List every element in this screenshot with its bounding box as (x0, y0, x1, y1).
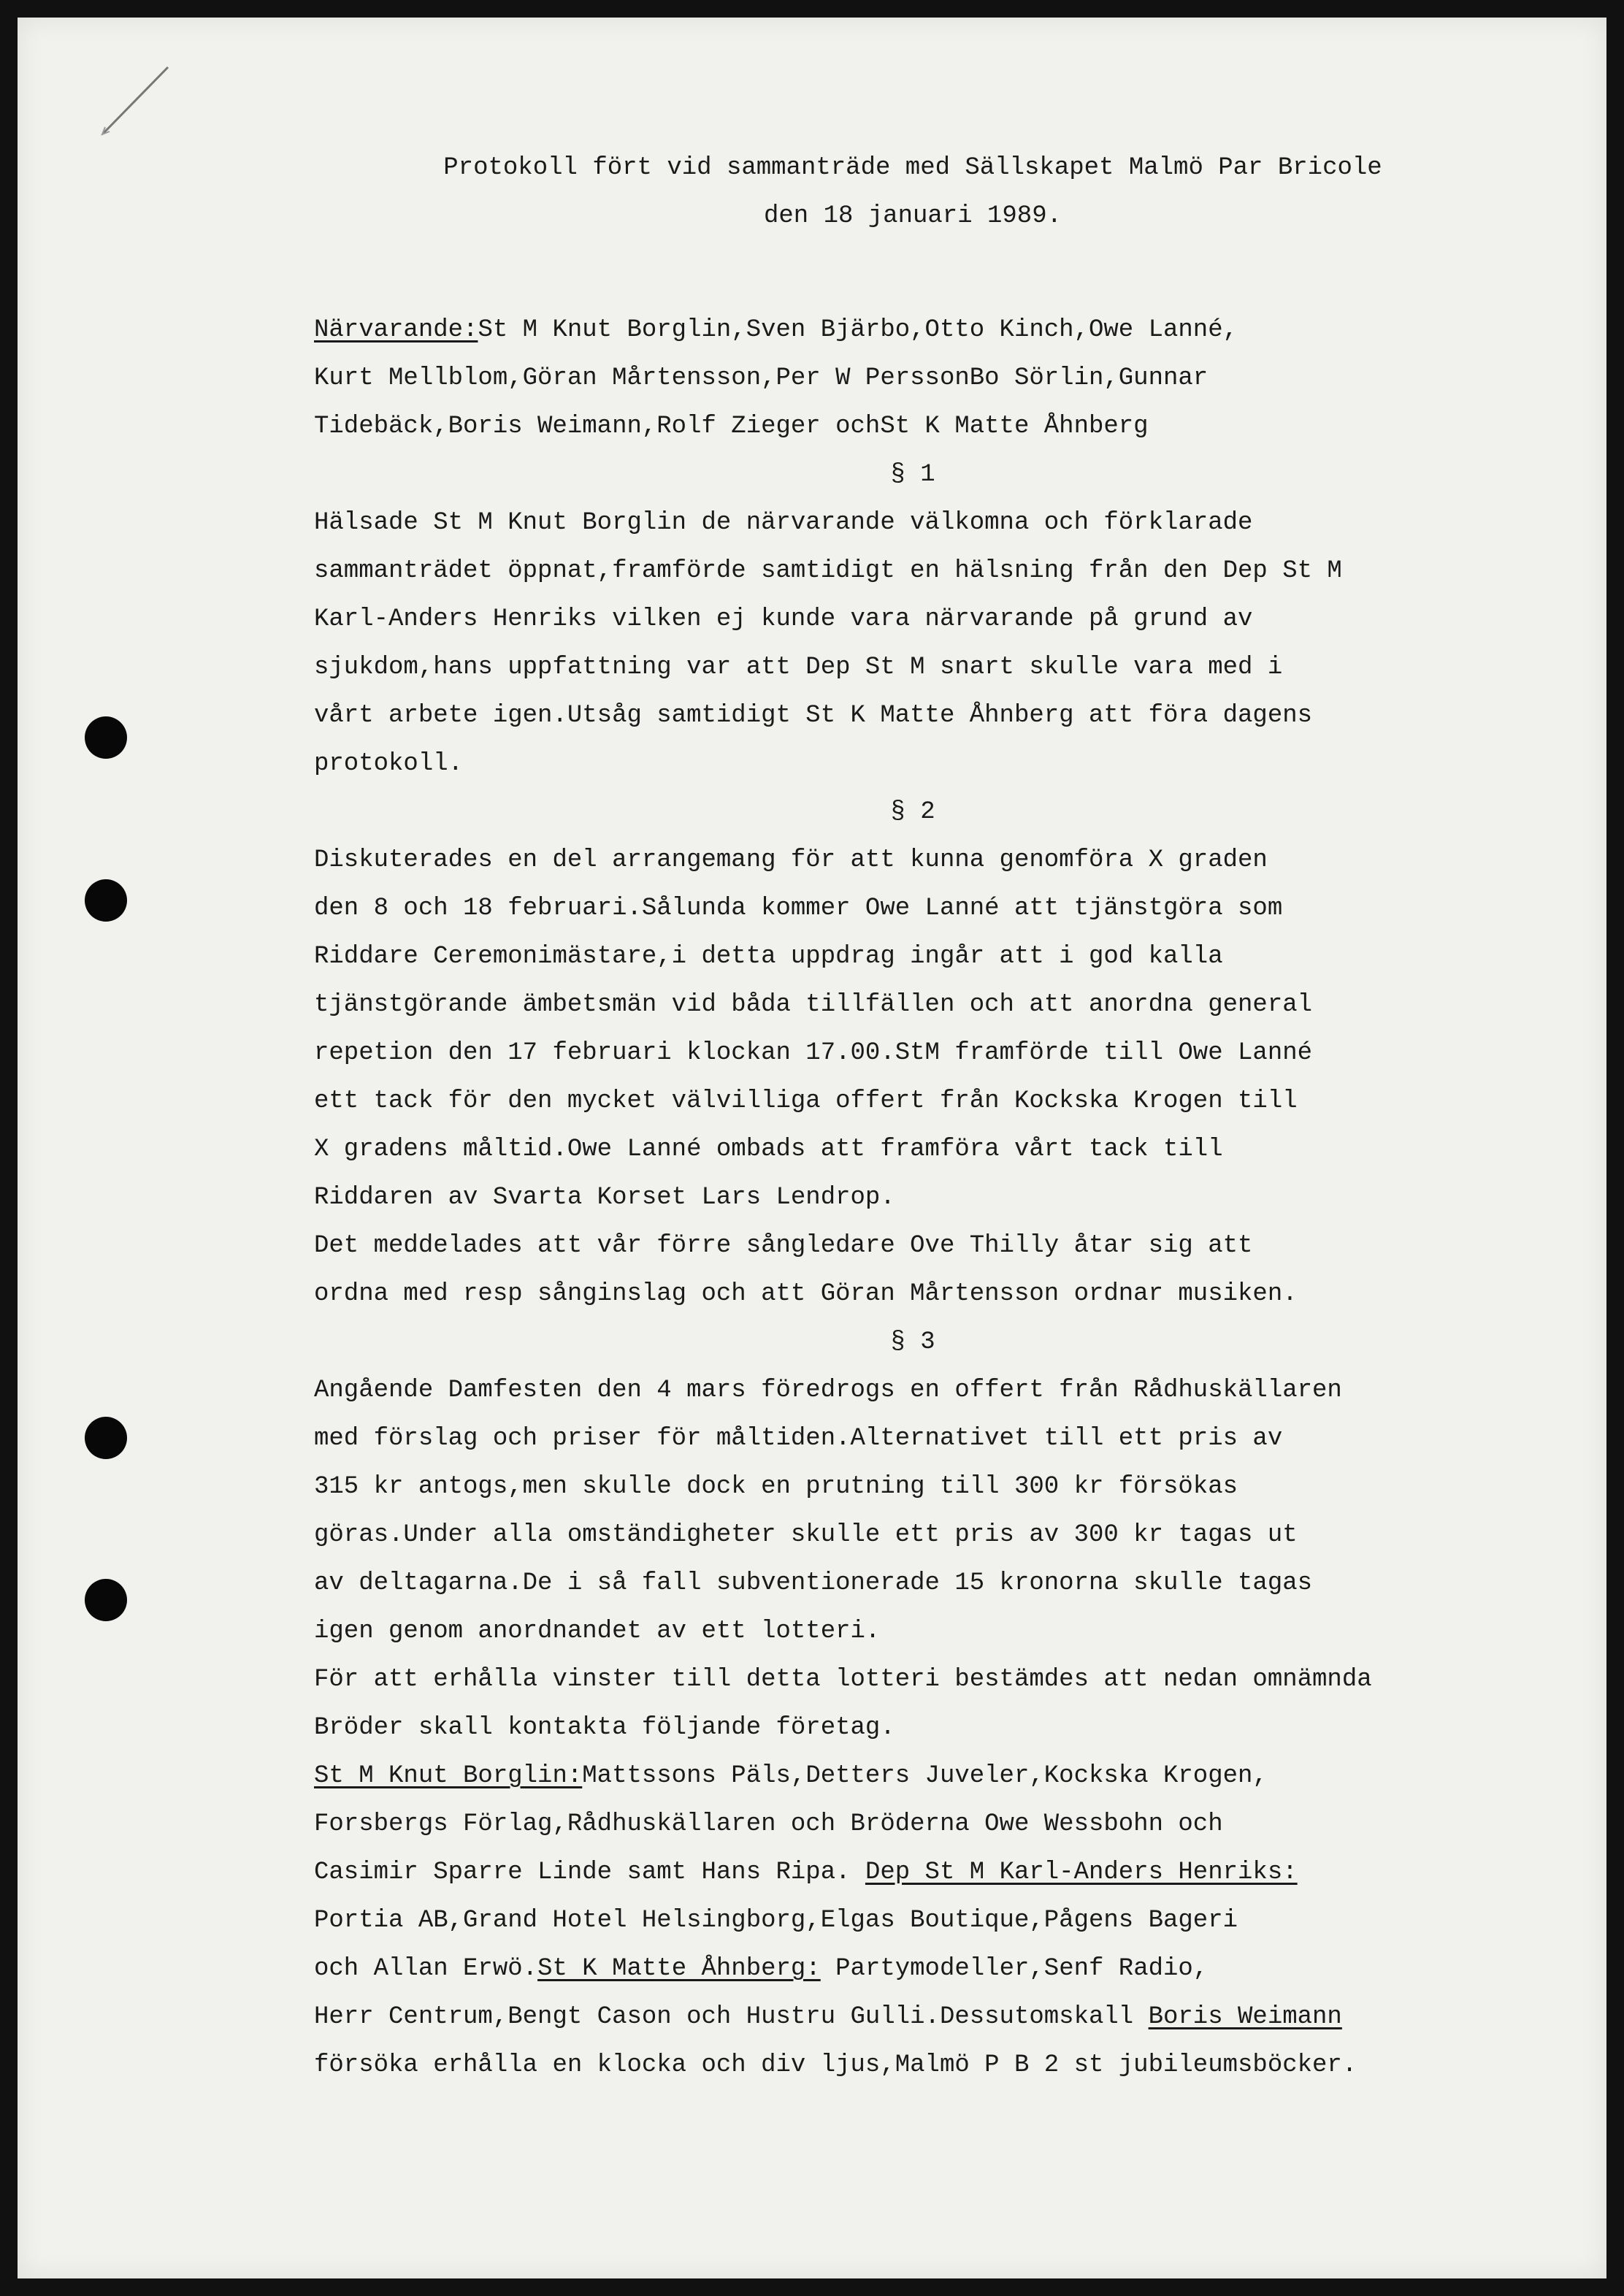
paragraph-line: X gradens måltid.Owe Lanné ombads att framföra vårt tack till (314, 1136, 1223, 1163)
contact-line: Forsbergs Förlag,Rådhuskällaren och Bröderna Owe Wessbohn och (314, 1810, 1223, 1838)
section-heading: § 2 (890, 798, 935, 826)
paragraph-line: Det meddelades att vår förre sångledare Ove Thilly åtar sig att (314, 1232, 1253, 1260)
paragraph-line: igen genom anordnandet av ett lotteri. (314, 1618, 881, 1645)
paragraph-line: sjukdom,hans uppfattning var att Dep St M snart skulle vara med i (314, 654, 1283, 681)
paragraph-line: repetion den 17 februari klockan 17.00.StM framförde till Owe Lanné (314, 1039, 1313, 1067)
paragraph-line: 315 kr antogs,men skulle dock en prutning till 300 kr försökas (314, 1473, 1238, 1501)
contact-person: Boris Weimann (1148, 2003, 1342, 2031)
contact-line: försöka erhålla en klocka och div ljus,Malmö P B 2 st jubileumsböcker. (314, 2051, 1357, 2079)
paragraph-line: Riddare Ceremonimästare,i detta uppdrag ingår att i god kalla (314, 943, 1223, 971)
paragraph-line: med förslag och priser för måltiden.Alternativet till ett pris av (314, 1425, 1283, 1453)
punch-hole (85, 1417, 127, 1459)
paragraph-line: Riddaren av Svarta Korset Lars Lendrop. (314, 1184, 895, 1212)
contact-person: Dep St M Karl-Anders Henriks: (865, 1859, 1298, 1886)
paragraph-line: Angående Damfesten den 4 mars föredrogs en offert från Rådhuskällaren (314, 1377, 1342, 1404)
paragraph-line: ett tack för den mycket välvilliga offert från Kockska Krogen till (314, 1087, 1298, 1115)
attendees-line: Tidebäck,Boris Weimann,Rolf Zieger ochSt K Matte Åhnberg (314, 413, 1149, 440)
contact-line: Portia AB,Grand Hotel Helsingborg,Elgas Boutique,Pågens Bageri (314, 1907, 1238, 1935)
paragraph-line: protokoll. (314, 750, 464, 778)
paragraph-line: tjänstgörande ämbetsmän vid båda tillfällen och att anordna general (314, 991, 1313, 1019)
attendees-line: Kurt Mellblom,Göran Mårtensson,Per W PerssonBo Sörlin,Gunnar (314, 364, 1209, 392)
document-page (18, 18, 1606, 2278)
section-heading: § 1 (890, 461, 935, 489)
attendees-line: Närvarande:St M Knut Borglin,Sven Bjärbo,Otto Kinch,Owe Lanné, (314, 316, 1238, 344)
punch-hole (85, 879, 127, 922)
contact-line: och Allan Erwö.St K Matte Åhnberg: Partymodeller,Senf Radio, (314, 1955, 1209, 1983)
contact-person: St K Matte Åhnberg: (537, 1955, 821, 1983)
document-title: Protokoll fört vid sammanträde med Sällskapet Malmö Par Bricole (443, 154, 1382, 182)
paragraph-line: göras.Under alla omständigheter skulle ett pris av 300 kr tagas ut (314, 1521, 1298, 1549)
paragraph-line: den 8 och 18 februari.Sålunda kommer Owe Lanné att tjänstgöra som (314, 895, 1283, 922)
paragraph-line: vårt arbete igen.Utsåg samtidigt St K Matte Åhnberg att föra dagens (314, 702, 1313, 730)
attendees-label: Närvarande: (314, 316, 478, 344)
paragraph-line: Hälsade St M Knut Borglin de närvarande välkomna och förklarade (314, 509, 1253, 537)
paragraph-line: ordna med resp sånginslag och att Göran Mårtensson ordnar musiken. (314, 1280, 1298, 1308)
paragraph-line: Diskuterades en del arrangemang för att kunna genomföra X graden (314, 846, 1268, 874)
contact-line: St M Knut Borglin:Mattssons Päls,Detters Juveler,Kockska Krogen, (314, 1762, 1268, 1790)
paperclip-mark-icon (98, 63, 178, 139)
contact-person: St M Knut Borglin: (314, 1762, 583, 1790)
contact-line: Casimir Sparre Linde samt Hans Ripa. Dep St M Karl-Anders Henriks: (314, 1859, 1298, 1886)
paragraph-line: av deltagarna.De i så fall subventionerade 15 kronorna skulle tagas (314, 1569, 1313, 1597)
paragraph-line: Karl-Anders Henriks vilken ej kunde vara närvarande på grund av (314, 605, 1253, 633)
punch-hole (85, 1579, 127, 1621)
paragraph-line: sammanträdet öppnat,framförde samtidigt en hälsning från den Dep St M (314, 557, 1342, 585)
section-heading: § 3 (890, 1328, 935, 1356)
punch-hole (85, 716, 127, 759)
contact-line: Herr Centrum,Bengt Cason och Hustru Gulli.Dessutomskall Boris Weimann (314, 2003, 1342, 2031)
paragraph-line: Bröder skall kontakta följande företag. (314, 1714, 895, 1742)
document-date: den 18 januari 1989. (763, 202, 1062, 230)
paragraph-line: För att erhålla vinster till detta lotteri bestämdes att nedan omnämnda (314, 1666, 1372, 1694)
